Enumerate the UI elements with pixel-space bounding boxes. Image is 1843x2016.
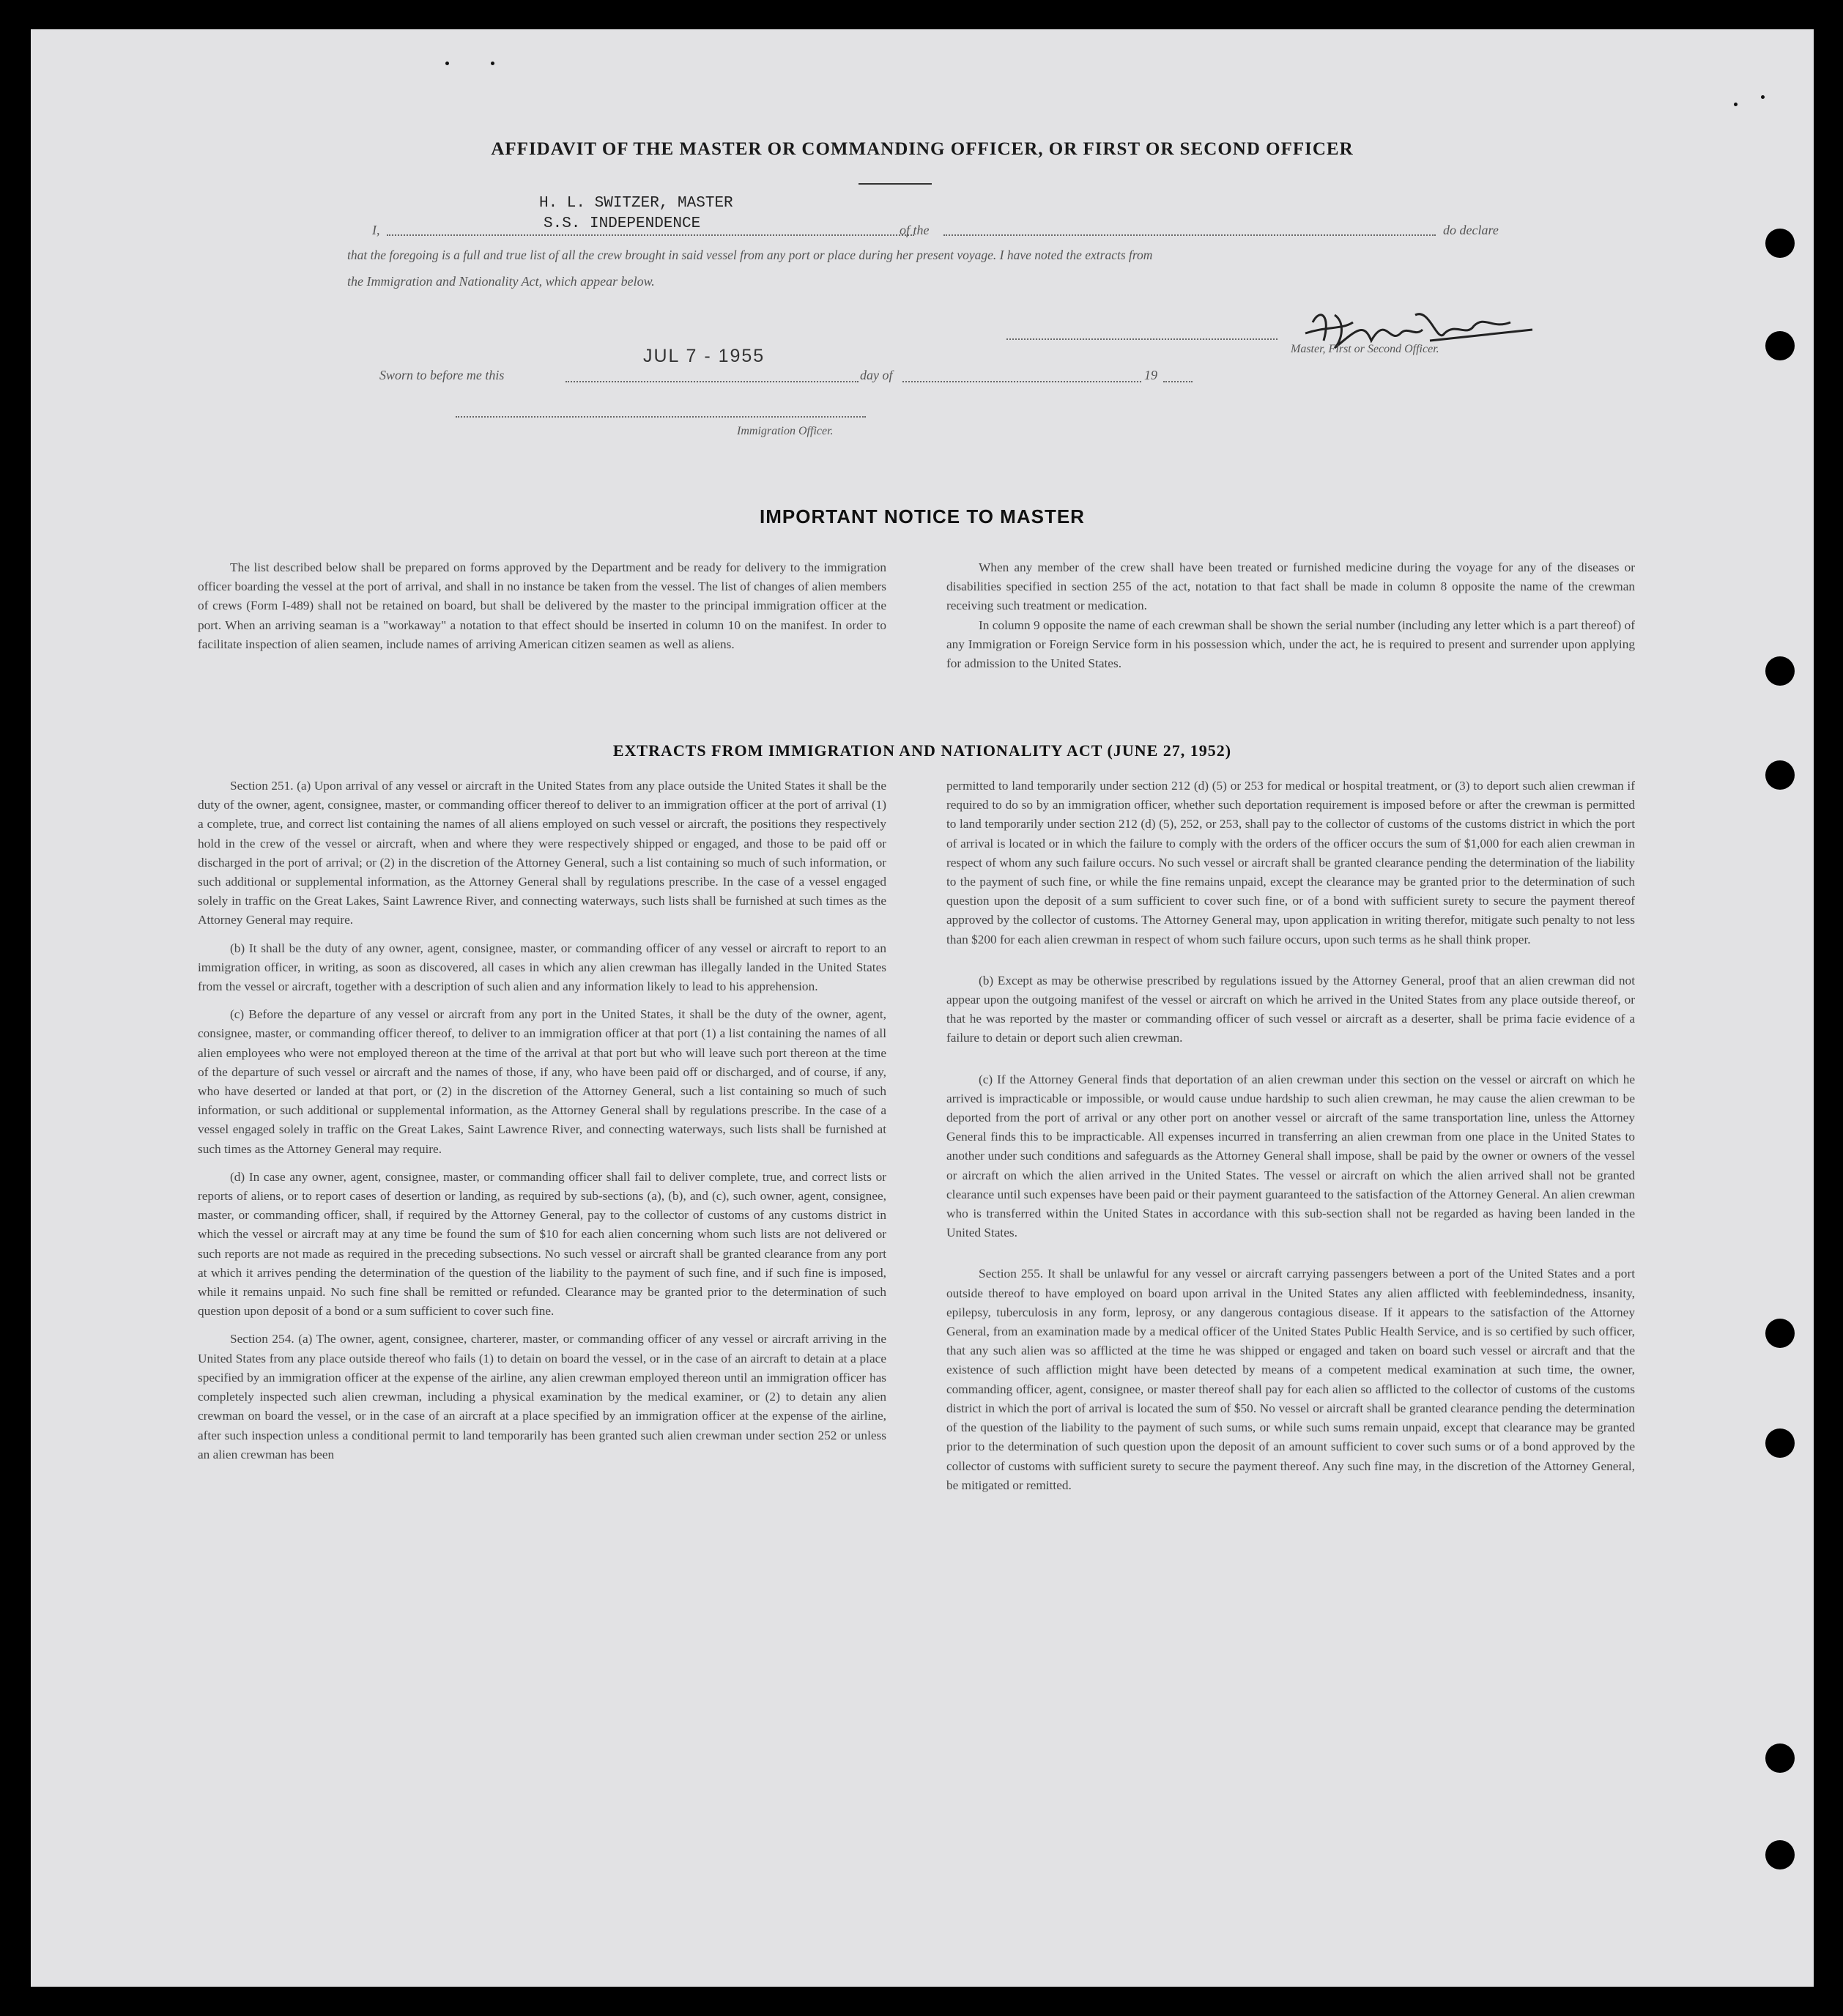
- punch-hole: [1765, 1840, 1795, 1869]
- punch-hole: [1765, 229, 1795, 258]
- section-254a: Section 254. (a) The owner, agent, consignee, charterer, master, or commanding officer of any vessel or aircraft arriving in the United States from any place outside thereof who fails (1) to detain on board the vessel, or in the case of an aircraft to detain at a place specified by an immigration officer at the expense of the airline, any alien crewman employed thereon until an immigration officer has completely inspected such alien crewman, including a physical examination by the medical examiner, or (2) to detain any alien crewman on board the vessel, or in the case of an aircraft at a place specified by an immigration officer at the expense of the airline, after such inspection unless a conditional permit to land temporarily has been granted such alien crewman under section 252 or unless an alien crewman has been: [198, 1332, 886, 1461]
- section-254b: (b) Except as may be otherwise prescribed by regulations issued by the Attorney General, proof that an alien crewman did not appear upon the outgoing manifest of the vessel or aircraft on which he arrived in the United States from any place outside thereof, or that he was reported by the master or commanding officer of such vessel or aircraft as a deserter, shall be prima facie evidence of a failure to detain or deport such alien crewman.: [946, 973, 1635, 1045]
- of-the-label: of the: [900, 223, 930, 237]
- declaration-line-2: the Immigration and Nationality Act, which appear below.: [347, 274, 655, 289]
- notice-paragraph: When any member of the crew shall have been treated or furnished medicine during the voyage for any of the diseases or disabilities specified in section 255 of the act, notation to that fact shall be made in column 8 opposite the name of the crewman receiving such treatment or medication.: [946, 560, 1635, 613]
- extracts-title: EXTRACTS FROM IMMIGRATION AND NATIONALITY ACT (JUNE 27, 1952): [612, 741, 1232, 760]
- extracts-left-column: [198, 777, 886, 1473]
- i-label: I,: [372, 223, 380, 237]
- speck: [1761, 95, 1765, 99]
- officer-caption: Immigration Officer.: [737, 425, 834, 437]
- notice-paragraph: The list described below shall be prepared on forms approved by the Department and be ready for delivery to the immigration officer boarding the vessel at the port of arrival, and shall in no instance be taken from the vessel. The list of changes of alien members of crews (Form I-489) shall not be retained on board, but shall be delivered by the master to the principal immigration officer at the port. When an arriving seaman is a "workaway" a notation to that effect should be inserted in column 10 on the manifest. In order to facilitate inspection of alien seamen, include names of arriving American citizen seamen as well as aliens.: [198, 560, 886, 651]
- title-rule: [859, 183, 932, 185]
- extracts-right-column: [946, 777, 1635, 1504]
- notice-right-column: [946, 558, 1635, 682]
- day-of-label: day of: [860, 368, 893, 382]
- section-254c: (c) If the Attorney General finds that deportation of an alien crewman under this section on the vessel or aircraft on which he arrived is impracticable or impossible, or would cause undue hardship to such alien crewman, he may cause the alien crewman to be deported from the port of arrival or any other port on another vessel or aircraft of the same transportation line, unless the Attorney General finds this to be impracticable. All expenses incurred in transferring an alien crewman from one place in the United States to another under such conditions and safeguards as the Attorney General shall impose, shall be paid by the owner or owners of the vessel or aircraft on which the alien arrived in the United States. The vessel or aircraft on which the alien arrived shall not be granted clearance until such expenses have been paid or their payment guaranteed to the satisfaction of the Attorney General. An alien crewman who is transferred within the United States in accordance with this sub-section shall not be regarded as having been landed in the United States.: [946, 1072, 1635, 1240]
- speck: [1734, 103, 1738, 106]
- punch-hole: [1765, 760, 1795, 790]
- sworn-label: Sworn to before me this: [379, 368, 505, 382]
- section-251c: (c) Before the departure of any vessel or aircraft from any port in the United States, it shall be the duty of the owner, agent, consignee, master, or commanding officer thereof, to deliver to an immigration officer at that port (1) a list containing the names of all alien employees who were not employed thereon at the time of the arrival at that port but who will leave such port thereon at the time of the departure of such vessel or aircraft and the names of those, if any, who have been paid off or discharged, and of course, if any, who have deserted or landed at that port, or (2) in the discretion of the Attorney General, such a list containing so much of such information, or such additional or supplemental information, as the Attorney General shall by regulations prescribe. In the case of a vessel engaged solely in traffic on the Great Lakes, Saint Lawrence River, and connecting waterways, such lists shall be furnished at such times as the Attorney General may require.: [198, 1007, 886, 1156]
- affidavit-title: AFFIDAVIT OF THE MASTER OR COMMANDING OFFICER, OR FIRST OR SECOND OFFICER: [491, 139, 1354, 159]
- punch-hole: [1765, 331, 1795, 360]
- notice-paragraph: In column 9 opposite the name of each crewman shall be shown the serial number (including any letter which is a part thereof) of any Immigration or Foreign Service form in his possession which, under the act, he is required to present and surrender upon applying for admission to the United States.: [946, 618, 1635, 671]
- signature-line: [1006, 338, 1278, 340]
- name-line: [387, 234, 914, 236]
- sworn-date-stamp: JUL 7 - 1955: [643, 346, 765, 366]
- speck: [491, 62, 494, 65]
- punch-hole: [1765, 1319, 1795, 1348]
- month-line: [902, 381, 1141, 382]
- master-name: H. L. SWITZER, MASTER: [539, 195, 733, 212]
- signature-caption: Master, First or Second Officer.: [1291, 343, 1439, 355]
- section-251b: (b) It shall be the duty of any owner, agent, consignee, master, or commanding officer of any vessel or aircraft to report to an immigration officer, in writing, as soon as discovered, all cases in which any alien crewman has illegally landed in the United States from the vessel or aircraft, together with a description of such alien and any information likely to lead to his apprehension.: [198, 941, 886, 994]
- speck: [445, 62, 449, 65]
- section-255: Section 255. It shall be unlawful for any vessel or aircraft carrying passengers between a port of the United States and a port outside thereof to have employed on board upon arrival in the United States any alien afflicted with feeblemindedness, insanity, epilepsy, tuberculosis in any form, leprosy, or any dangerous contagious disease. If it appears to the satisfaction of the Attorney General, from an examination made by a medical officer of the United States Public Health Service, and is so certified by such officer, that any such alien was so afflicted at the time he was shipped or engaged and taken on board such vessel or aircraft and that the existence of such affliction might have been detected by means of a competent medical examination at such time, the owner, commanding officer, agent, consignee, or master thereof shall pay for each alien so afflicted to the collector of customs of the customs district in which the port of arrival is located the sum of $50. No vessel or aircraft shall be granted clearance pending the determination of the question of the liability to the payment of such sums, or while such sums remain unpaid, except that clearance may be granted prior to the determination of such question upon the deposit of an amount sufficient to cover such sums or of a bond approved by the collector of customs with sufficient surety to secure the payment thereof. Any such fine may, in the discretion of the Attorney General, be mitigated or remitted.: [946, 1267, 1635, 1492]
- punch-hole: [1765, 1743, 1795, 1773]
- vessel-name: S.S. INDEPENDENCE: [544, 215, 701, 232]
- declaration-line-1: that the foregoing is a full and true list of all the crew brought in said vessel from any port or place during her present voyage. I have noted the extracts from: [347, 248, 1153, 262]
- year-line: [1163, 381, 1193, 382]
- sworn-day-line: [565, 381, 859, 382]
- notice-title: IMPORTANT NOTICE TO MASTER: [760, 505, 1085, 527]
- punch-hole: [1765, 1428, 1795, 1458]
- punch-hole: [1765, 656, 1795, 686]
- section-251d: (d) In case any owner, agent, consignee, master, or commanding officer shall fail to deliver complete, true, and correct lists or reports of aliens, or to report cases of desertion or landing, as required by sub-sections (a), (b), and (c), such owner, agent, consignee, master, or commanding officer, shall, if required by the Attorney General, pay to the collector of customs of any customs district in which the vessel or aircraft may at any time be found the sum of $10 for each alien concerning whom such lists are not delivered or such reports are not made as required in the preceding subsections. No such vessel or aircraft shall be granted clearance from any port at which it arrives pending the determination of the question of the liability to the payment of such fine, and if such fine is imposed, while it remains unpaid. No such fine shall be remitted or refunded. Clearance may be granted prior to the determination of such question upon deposit of a bond or a sum sufficient to cover such fine.: [198, 1169, 886, 1319]
- year-prefix: 19: [1144, 368, 1157, 382]
- officer-line: [456, 416, 866, 418]
- section-254a-continued: permitted to land temporarily under section 212 (d) (5) or 253 for medical or hospital treatment, or (3) to deport such alien crewman if required to do so by an immigration officer, whether such deportation requirement is imposed before or after the crewman is permitted to land temporarily under section 212 (d) (5), 252, or 253, shall pay to the collector of customs of the customs district in which the port of arrival is located or in which the failure to comply with the orders of the officer occurs the sum of $1,000 for each alien crewman in respect of whom any such failure occurs. No such vessel or aircraft shall be granted clearance pending the determination of the liability to the payment of such fine, or while the fine remains unpaid, except the clearance may be granted prior to the determination of such question upon the deposit of a sum sufficient to cover such fine, or of a bond with sufficient surety to secure the payment thereof approved by the collector of customs. The Attorney General may, upon application in writing therefor, mitigate such penalty to not less than $200 for each alien crewman in respect of whom such failure occurs, upon such terms as he shall think proper.: [946, 779, 1635, 946]
- notice-left-column: [198, 558, 886, 663]
- vessel-line: [943, 234, 1436, 236]
- document-page: [31, 29, 1814, 1987]
- do-declare-label: do declare: [1443, 223, 1499, 237]
- section-251a: Section 251. (a) Upon arrival of any vessel or aircraft in the United States from any place outside the United States it shall be the duty of the owner, agent, consignee, master, or commanding officer thereof to deliver to an immigration officer at the port of arrival (1) a complete, true, and correct list containing the names of all aliens employed on such vessel or aircraft, the positions they respectively hold in the crew of the vessel or aircraft, when and where they were respectively shipped or engaged, and those to be paid off or discharged in the port of arrival; or (2) in the discretion of the Attorney General, such a list containing so much of such information, or such additional or supplemental information, as the Attorney General shall by regulations prescribe. In the case of a vessel engaged solely in traffic on the Great Lakes, Saint Lawrence River, and connecting waterways, such lists shall be furnished at such times as the Attorney General may require.: [198, 779, 886, 927]
